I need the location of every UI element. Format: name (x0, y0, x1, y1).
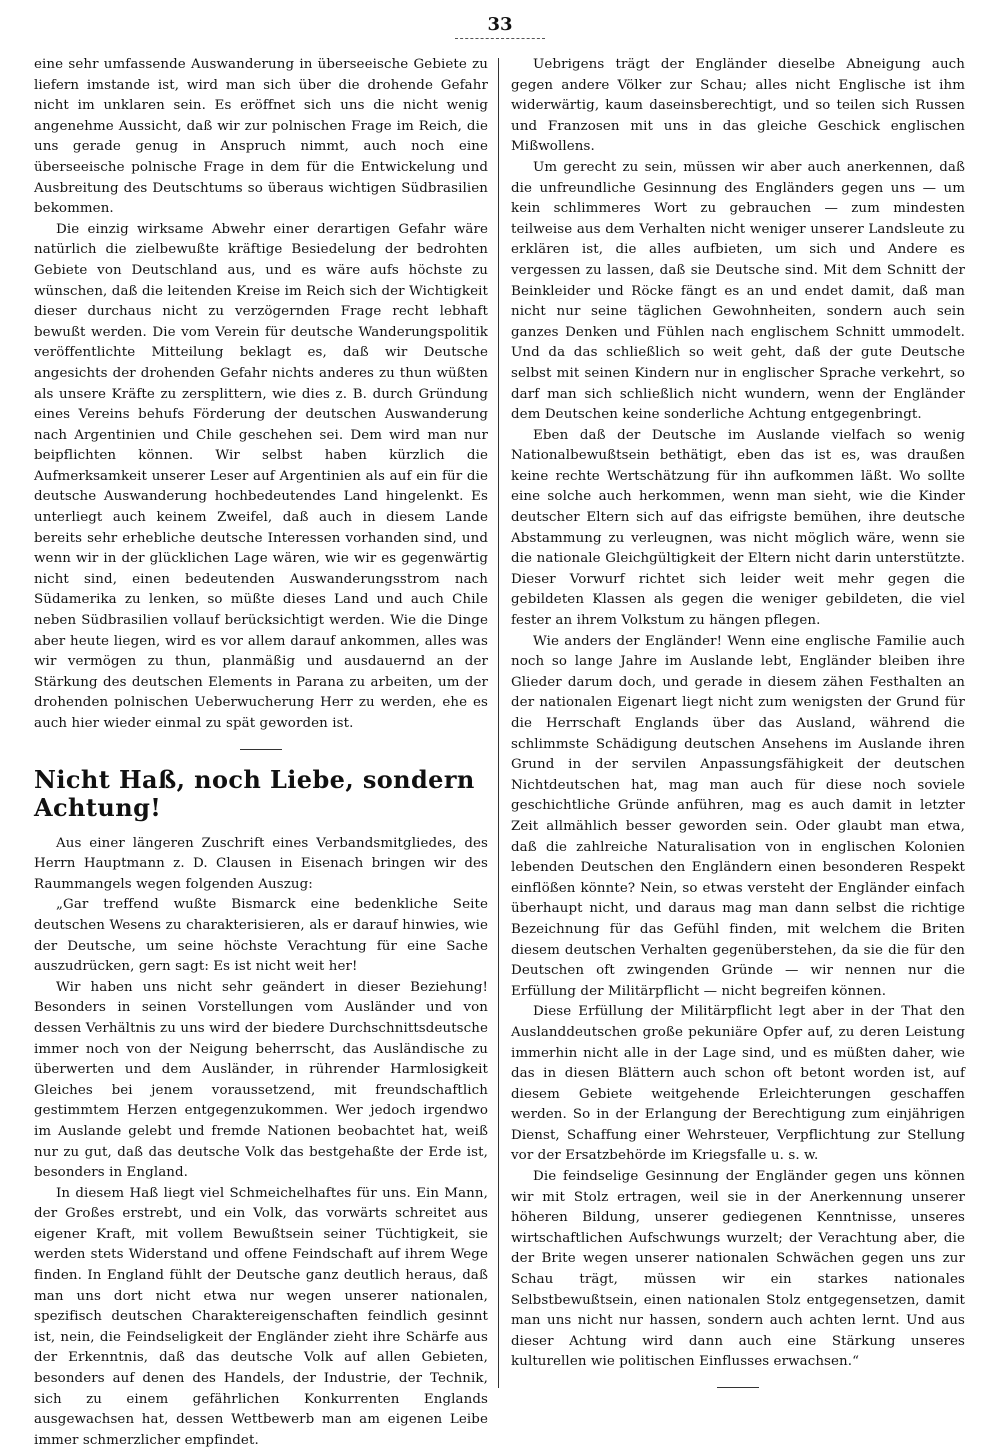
right-paragraph-4: Wie anders der Engländer! Wenn eine englische Familie auch noch so lange Jahre im Auslande lebt, Engländer bleiben ihre Glieder darum doch, und gerade in diesem zähen Festhalten an der nationalen Eigenart liegt nicht zum wenigsten der Grund für die Herrschaft Englands über das Ausland, während die schlimmste Schädigung deutschen Ansehens im Auslande ihren Grund in der servilen Anpassungsfähigkeit der deutschen Nichtdeutschen hat, mag man auch für diese noch soviele geschichtliche Gründe anführen, mag es auch damit in letzter Zeit allmählich besser geworden sein. Oder glaubt man etwa, daß die zahlreiche Naturalisation von in englischen Kolonien lebenden Deutschen den Engländern einen besonderen Respekt einflößen könnte? Nein, so etwas versteht der Engländer einfach überhaupt nicht, und daraus mag man dann selbst die richtige Bezeichnung für das Gefühl finden, mit welchem die Briten diesem deutschen Verhalten gegenüberstehen, da sie die für den Deutschen oft zwingenden Gründe — wir nennen nur die Erfüllung der Militärpflicht — nicht begreifen können. (511, 633, 965, 999)
left-paragraph-1: eine sehr umfassende Auswanderung in überseeische Gebiete zu liefern imstande ist, wird man sich über die drohende Gefahr nicht im unklaren sein. Es eröffnet sich uns die nicht wenig angenehme Aussicht, daß wir zur polnischen Frage im Reich, die uns gerade genug in Anspruch nimmt, auch noch eine überseeische polnische Frage in dem für die Entwickelung und Ausbreitung des Deutschtums so überaus wichtigen Südbrasilien bekommen. (34, 57, 488, 217)
column-divider (498, 58, 499, 1388)
section-separator (240, 749, 282, 750)
article-intro: Aus einer längeren Zuschrift eines Verbandsmitgliedes, des Herrn Hauptmann z. D. Clausen in Eisenach bringen wir des Raummangels wegen folgenden Auszug: (34, 835, 488, 892)
left-paragraph-4: Wir haben uns nicht sehr geändert in dieser Beziehung! Besonders in seinen Vorstellungen vom Ausländer und von dessen Verhältnis zu uns wird der biedere Durchschnittsdeutsche immer noch von der Neigung beherrscht, das Ausländische zu überwerten und dem Ausländer, in rührender Harmlosigkeit Gleiches bei jenem voraussetzend, mit freundschaftlich gestimmtem Herzen entgegenzukommen. Wer jedoch irgendwo im Auslande gelebt und fremde Nationen beobachtet hat, weiß nur zu gut, daß das deutsche Volk das bestgehaßte der Erde ist, besonders in England. (34, 979, 488, 1181)
right-paragraph-3: Eben daß der Deutsche im Auslande vielfach so wenig Nationalbewußtsein bethätigt, eben das ist es, was draußen keine rechte Wertschätzung für ihn aufkommen läßt. Wo sollte eine solche auch herkommen, wenn man sieht, wie die Kinder deutscher Eltern sich auf das eifrigste bemühen, ihre deutsche Abstammung zu verleugnen, was nicht möglich wäre, wenn sie die nationale Gleichgültigkeit der Eltern nicht darin unterstützte. Dieser Vorwurf richtet sich leider weit mehr gegen die gebildeten Klassen als gegen die weniger gebildeten, die viel fester an ihrem Volkstum zu hängen pflegen. (511, 427, 965, 629)
right-paragraph-2: Um gerecht zu sein, müssen wir aber auch anerkennen, daß die unfreundliche Gesinnung des Engländers gegen uns — um kein schlimmeres Wort zu gebrauchen — zum mindesten teilweise aus dem Verhalten nicht weniger unserer Landsleute zu erklären ist, die alles aufbieten, um sich und Andere es vergessen zu lassen, daß sie Deutsche sind. Mit dem Schnitt der Beinkleider und Röcke fängt es an und endet damit, daß man nicht nur seine täglichen Gewohnheiten, sondern auch sein ganzes Denken und Fühlen nach englischem Schnitt ummodelt. Und da das schließlich so weit geht, daß der gute Deutsche selbst mit seinen Kindern nur in englischer Sprache verkehrt, so darf man sich schließlich nicht wundern, wenn der Engländer dem Deutschen keine sonderliche Achtung entgegenbringt. (511, 159, 965, 423)
left-paragraph-3: „Gar treffend wußte Bismarck eine bedenkliche Seite deutschen Wesens zu charakterisieren, als er darauf hinwies, wie der Deutsche, um seine höchste Verachtung für eine Sache auszudrücken, gern sagt: Es ist nicht weit her! (34, 897, 488, 975)
right-paragraph-1: Uebrigens trägt der Engländer dieselbe Abneigung auch gegen andere Völker zur Schau; alles nicht Englische ist ihm widerwärtig, kaum daseinsberechtigt, und so teilen sich Russen und Franzosen mit uns in das gleiche Geschick englischen Mißwollens. (511, 57, 965, 155)
right-column (511, 55, 965, 1400)
page-number: 33 (0, 14, 1000, 35)
right-paragraph-6: Die feindselige Gesinnung der Engländer gegen uns können wir mit Stolz ertragen, weil sie in der Anerkennung unserer höheren Bildung, unserer gediegenen Kenntnisse, unseres wirtschaftlichen Aufschwungs wurzelt; der Verachtung aber, die der Brite wegen unserer nationalen Schwächen gegen uns zur Schau trägt, müssen wir ein starkes nationales Selbstbewußtsein, einen nationalen Stolz entgegensetzen, damit man uns nicht nur hassen, sondern auch achten lernt. Und aus dieser Achtung wird dann auch eine Stärkung unseres kulturellen wie politischen Einflusses erwachsen.“ (511, 1169, 965, 1370)
left-paragraph-2: Die einzig wirksame Abwehr einer derartigen Gefahr wäre natürlich die zielbewußte kräftige Besiedelung der bedrohten Gebiete von Deutschland aus, und es wäre aufs höchste zu wünschen, daß die leitenden Kreise im Reich sich der Wichtigkeit dieser durchaus nicht zu verzögernden Frage recht lebhaft bewußt werden. Die vom Verein für deutsche Wanderungspolitik veröffentlichte Mitteilung beklagt es, daß wir Deutsche angesichts der drohenden Gefahr nichts anderes zu thun wüßten als unsere Kräfte zu zersplittern, wie dies z. B. durch Gründung eines Vereins behufs Förderung der deutschen Auswanderung nach Argentinien und Chile geschehen sei. Dem wird man nur beipflichten können. Wir selbst haben kürzlich die Aufmerksamkeit unserer Leser auf Argentinien als auf ein für die deutsche Auswanderung hochbedeutendes Land hingelenkt. Es unterliegt auch keinem Zweifel, daß auch in diesem Lande bereits sehr erhebliche deutsche Interessen vorhanden sind, und wenn wir in der glücklichen Lage wären, wie wir es gegenwärtig nicht sind, einen bedeutenden Auswanderungsstrom nach Südamerika zu lenken, so müßte dieses Land und auch Chile neben Südbrasilien vollauf berücksichtigt werden. Wie die Dinge aber heute liegen, wird es vor allem darauf ankommen, alles was wir vermögen zu thun, planmäßig und ausdauernd an der Stärkung des deutschen Elements in Parana zu arbeiten, um der drohenden polnischen Ueberwucherung Herr zu werden, ehe es auch hier wieder einmal zu spät geworden ist. (34, 221, 488, 731)
right-paragraph-5: Diese Erfüllung der Militärpflicht legt aber in der That den Auslanddeutschen große pekuniäre Opfer auf, zu deren Leistung immerhin nicht alle in der Lage sind, und es müßten daher, wie das in diesen Blättern auch schon oft betont worden ist, auf diesem Gebiete weitgehende Erleichterungen geschaffen werden. So in der Erlangung der Berechtigung zum einjährigen Dienst, Schaffung einer Wehrsteuer, Verpflichtung zur Stellung vor der Ersatzbehörde im Kriegsfalle u. s. w. (511, 1004, 965, 1164)
end-separator (717, 1387, 759, 1388)
left-column (34, 55, 488, 1448)
left-paragraph-5: In diesem Haß liegt viel Schmeichelhaftes für uns. Ein Mann, der Großes erstrebt, und ein Volk, das vorwärts schreitet aus eigener Kraft, mit vollem Bewußtsein seiner Tüchtigkeit, sie werden stets Widerstand und offene Feindschaft auf ihrem Wege finden. In England fühlt der Deutsche ganz deutlich heraus, daß man uns dort nicht etwa nur wegen unserer nationalen, spezifisch deutschen Charaktereigenschaften feindlich gesinnt ist, nein, die Feindseligkeit der Engländer zieht ihre Schärfe aus der Erkenntnis, daß das deutsche Volk auf allen Gebieten, besonders auf denen des Handels, der Industrie, der Technik, sich zu einem gefährlichen Konkurrenten Englands ausgewachsen hat, dessen Wettbewerb man am eigenen Leibe immer schmerzlicher empfindet. (34, 1185, 488, 1448)
article-headline: Nicht Haß, noch Liebe, sondern Achtung! (34, 764, 475, 822)
